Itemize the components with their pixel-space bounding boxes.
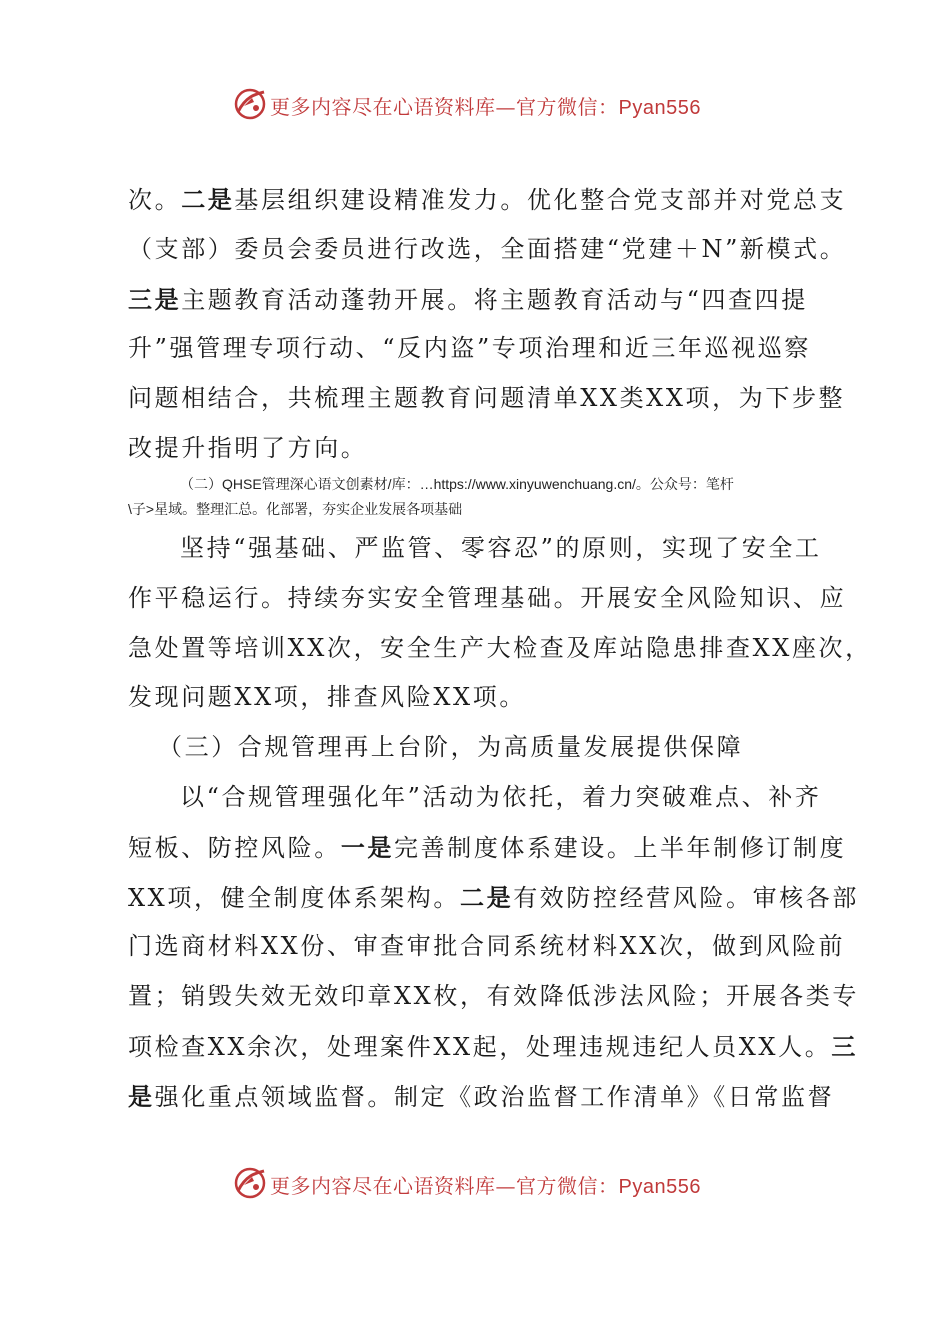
text-line (128, 1072, 833, 1122)
banner-title: 更多内容尽在心语资料库 (270, 95, 496, 119)
section-heading-3 (128, 723, 833, 773)
text-line (128, 823, 847, 873)
banner-wechat-id: Pyan556 (618, 1176, 701, 1198)
banner-title: 更多内容尽在心语资料库 (270, 1174, 496, 1198)
banner-text (270, 91, 701, 120)
banner-dash: — (495, 1174, 516, 1198)
banner-wechat-id: Pyan556 (618, 97, 701, 119)
note-row: \子>星域。整理汇总。化部署，夯实企业发展各项基础 (128, 501, 463, 517)
text-span: 基层组织建设精准发力。优化整合党支部并对党总支 (234, 186, 847, 214)
bold-marker: 二是 (459, 882, 514, 912)
text-span: 完善制度体系建设。上半年制修订制度 (394, 833, 847, 862)
text-line (128, 175, 847, 225)
text-span: 主题教育活动蓬勃开展。将主题教育活动与“四查四提 (181, 285, 808, 314)
text-line: 门选商材料XX份、审查审批合同系统材料XX次，做到风险前 (128, 932, 846, 961)
text-span: 次。 (128, 186, 182, 214)
watermark-note (128, 472, 840, 522)
text-line (128, 873, 859, 923)
text-line: 置；销毁失效无效印章XX枚，有效降低涉法风险；开展各类专 (128, 982, 859, 1011)
text-line (128, 1022, 858, 1072)
banner-text (270, 1170, 701, 1199)
paragraph-2 (128, 524, 872, 723)
text-span: 项检查XX余次，处理案件XX起，处理违规违纪人员XX人。 (128, 1032, 832, 1061)
text-span: 强化重点领域监督。制定《政治监督工作清单》《日常监督 (154, 1082, 835, 1111)
bold-marker: 三 (831, 1031, 858, 1061)
text-line: 作平稳运行。持续夯实安全管理基础。开展安全风险知识、应 (128, 583, 847, 612)
text-line: 问题相结合，共梳理主题教育问题清单XX类XX项，为下步整 (128, 384, 846, 413)
note-row: （二）QHSE管理深心语文创素材/库：…https://www.xinyuwenchuang.cn/。公众号：笔杆 (180, 476, 734, 492)
top-banner (0, 84, 950, 124)
brand-logo-icon (232, 1165, 268, 1201)
bold-marker: 二是 (181, 185, 235, 214)
text-line: 急处置等培训XX次，安全生产大检查及库站隐患排查XX座次， (128, 633, 872, 662)
paragraph-3 (128, 773, 859, 1122)
text-line: （支部）委员会委员进行改选，全面搭建“党建＋N”新模式。 (128, 234, 847, 263)
banner-wechat-label: 官方微信： (516, 95, 619, 119)
bottom-banner (0, 1163, 950, 1203)
bold-marker: 是 (128, 1081, 155, 1111)
brand-logo-icon (232, 86, 268, 122)
text-line: 升”强管理专项行动、“反内盗”专项治理和近三年巡视巡察 (128, 334, 812, 363)
banner-dash: — (495, 95, 516, 119)
text-span: XX项，健全制度体系架构。 (128, 883, 460, 912)
text-line: 以“合规管理强化年”活动为依托，着力突破难点、补齐 (180, 783, 822, 811)
text-span: 有效防控经营风险。审核各部 (513, 883, 859, 912)
text-span: 短板、防控风险。 (128, 833, 341, 862)
heading-text: （三）合规管理再上台阶，为高质量发展提供保障 (158, 733, 744, 761)
text-line: 坚持“强基础、严监管、零容忍”的原则，实现了安全工 (180, 534, 822, 562)
text-line (128, 275, 833, 325)
text-line: 改提升指明了方向。 (128, 433, 368, 462)
bold-marker: 一是 (340, 832, 395, 862)
text-line: 发现问题XX项，排查风险XX项。 (128, 683, 526, 712)
bold-marker: 三是 (128, 284, 182, 314)
banner-wechat-label: 官方微信： (516, 1174, 619, 1198)
paragraph-1 (128, 175, 847, 474)
